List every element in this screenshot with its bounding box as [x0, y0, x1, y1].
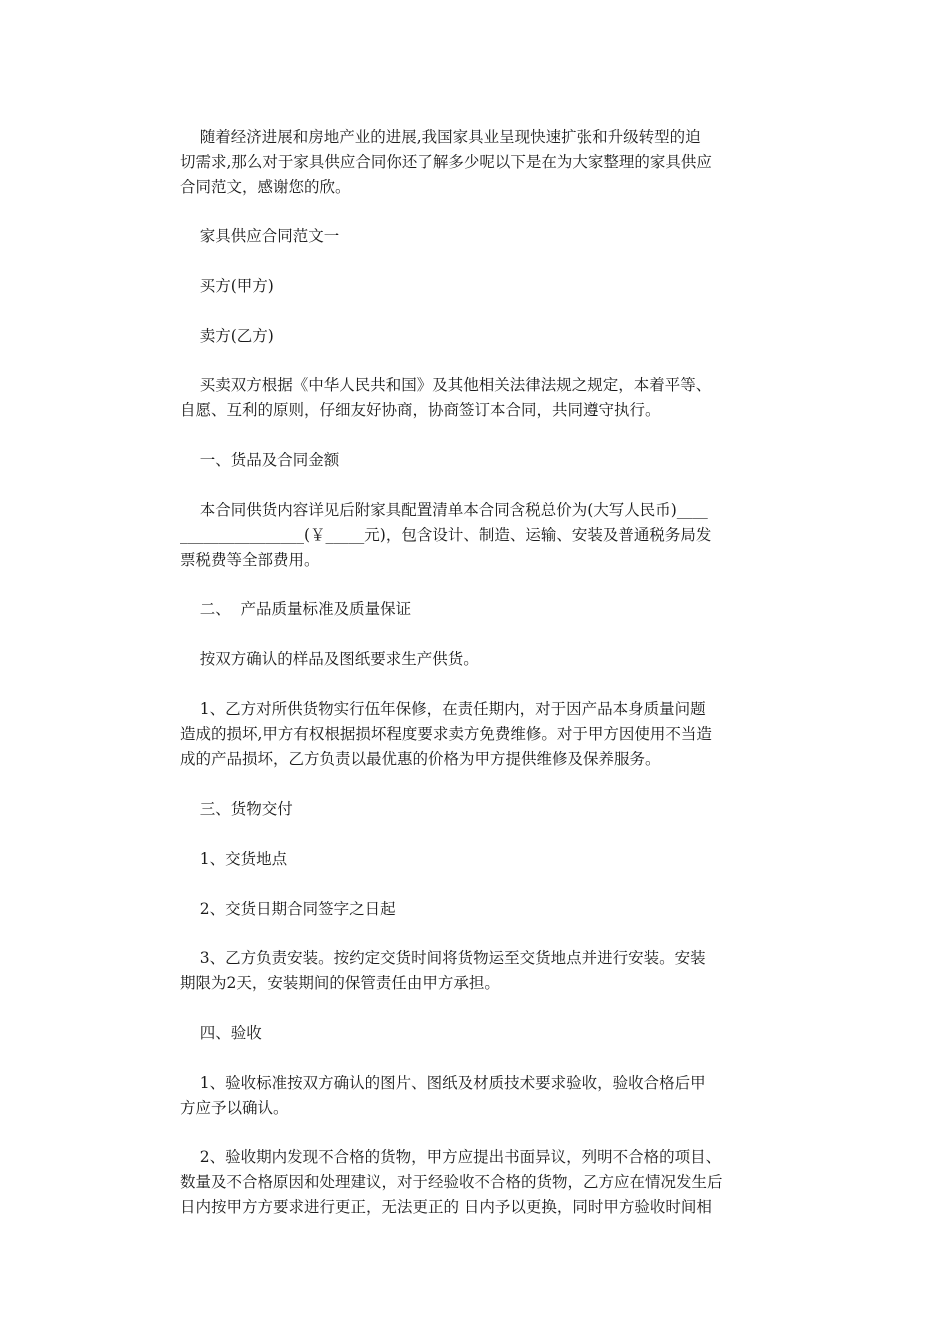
text-line: 随着经济进展和房地产业的进展,我国家具业呈现快速扩张和升级转型的迫: [180, 128, 701, 146]
text-line: 票税费等全部费用。: [180, 551, 320, 569]
heading-section-3: [180, 797, 780, 822]
text-line: 3、乙方负责安装。按约定交货时间将货物运至交货地点并进行安装。安装: [180, 949, 706, 967]
text-line: ________________(￥_____元)，包含设计、制造、运输、安装及普通税务局发: [180, 526, 712, 544]
text-line: 切需求,那么对于家具供应合同你还了解多少呢以下是在为大家整理的家具供应: [180, 153, 712, 171]
text-line: 自愿、互利的原则，仔细友好协商，协商签订本合同，共同遵守执行。: [180, 401, 661, 419]
text-line: 本合同供货内容详见后附家具配置清单本合同含税总价为(大写人民币)____: [180, 501, 708, 519]
text-line: 日内按甲方方要求进行更正，无法更正的 日内予以更换，同时甲方验收时间相: [180, 1198, 712, 1216]
paragraph-intro: [180, 125, 780, 200]
paragraph-acceptance-2: [180, 1145, 780, 1220]
text-line: 数量及不合格原因和处理建议，对于经验收不合格的货物，乙方应在情况发生后: [180, 1173, 723, 1191]
text-line: 二、 产品质量标准及质量保证: [180, 600, 412, 618]
paragraph-amount: [180, 498, 780, 573]
paragraph-seller: [180, 324, 780, 349]
text-line: 2、验收期内发现不合格的货物，甲方应提出书面异议，列明不合格的项目、: [180, 1148, 722, 1166]
paragraph-delivery-date: [180, 897, 780, 922]
text-line: 买卖双方根据《中华人民共和国》及其他相关法律法规之规定，本着平等、: [180, 376, 712, 394]
text-line: 1、验收标准按双方确认的图片、图纸及材质技术要求验收，验收合格后甲: [180, 1074, 706, 1092]
text-line: 三、货物交付: [180, 800, 293, 818]
text-line: 一、货品及合同金额: [180, 451, 340, 469]
text-line: 卖方(乙方): [180, 327, 274, 345]
paragraph-delivery-place: [180, 847, 780, 872]
text-line: 1、乙方对所供货物实行伍年保修，在责任期内，对于因产品本身质量问题: [180, 700, 706, 718]
heading-section-2: [180, 597, 780, 622]
paragraph-supply: [180, 647, 780, 672]
paragraph-installation: [180, 946, 780, 996]
heading-section-4: [180, 1021, 780, 1046]
text-line: 1、交货地点: [180, 850, 288, 868]
text-line: 合同范文，感谢您的欣。: [180, 178, 351, 196]
paragraph-buyer: [180, 274, 780, 299]
text-line: 家具供应合同范文一: [180, 227, 340, 245]
paragraph-warranty: [180, 697, 780, 772]
text-line: 按双方确认的样品及图纸要求生产供货。: [180, 650, 479, 668]
paragraph-title: [180, 224, 780, 249]
text-line: 买方(甲方): [180, 277, 274, 295]
text-line: 2、交货日期合同签字之日起: [180, 900, 396, 918]
paragraph-preamble: [180, 373, 780, 423]
heading-section-1: [180, 448, 780, 473]
text-line: 成的产品损坏，乙方负责以最优惠的价格为甲方提供维修及保养服务。: [180, 750, 661, 768]
paragraph-acceptance-1: [180, 1071, 780, 1121]
text-line: 期限为2天，安装期间的保管责任由甲方承担。: [180, 974, 500, 992]
text-line: 四、验收: [180, 1024, 262, 1042]
text-line: 造成的损坏,甲方有权根据损坏程度要求卖方免费维修。对于甲方因使用不当造: [180, 725, 712, 743]
text-line: 方应予以确认。: [180, 1099, 289, 1117]
